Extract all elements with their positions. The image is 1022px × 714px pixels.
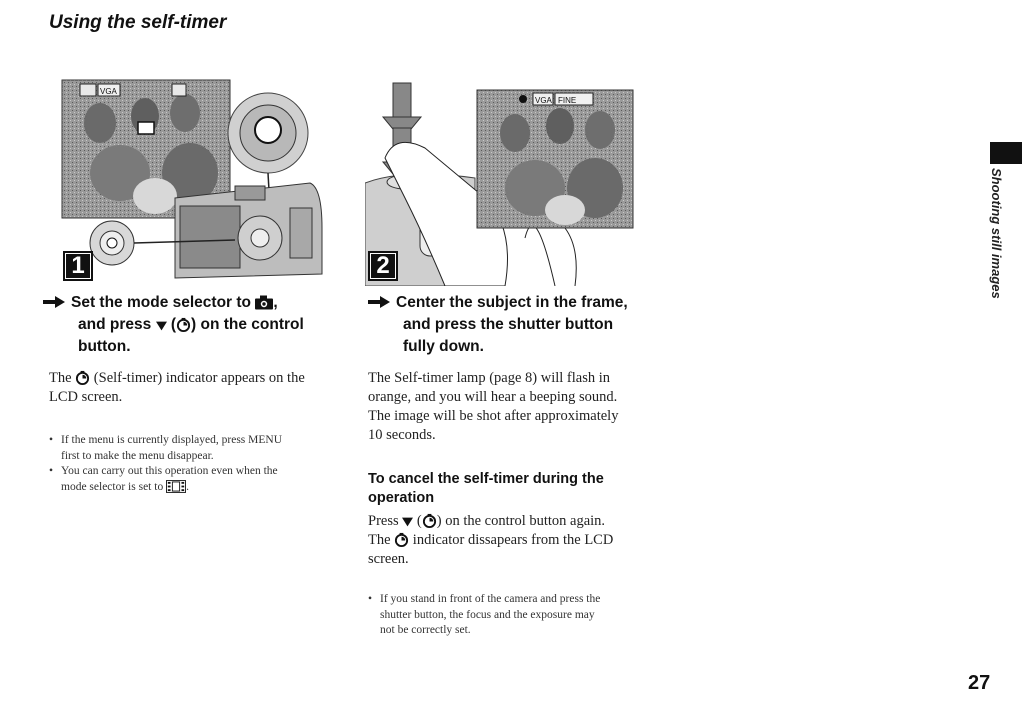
step1-heading: Set the mode selector to , and press ( ) on the control button. <box>43 292 343 358</box>
self-timer-icon <box>394 532 409 547</box>
right-arrow-icon <box>43 296 65 308</box>
note2-line1: You can carry out this operation even when the <box>61 465 278 477</box>
step1-notes <box>49 433 339 495</box>
cancel-body-line1-pre: Press <box>368 513 399 529</box>
page-number: 27 <box>968 672 991 694</box>
step2-heading-line3: fully down. <box>403 338 484 355</box>
cancel-heading-line1: To cancel the self-timer during the <box>368 471 604 487</box>
bullet: • <box>49 434 54 446</box>
bullet: • <box>368 593 373 605</box>
step1-heading-line2-post: on the control <box>200 316 304 333</box>
step2-heading-line2: and press the shutter button <box>403 316 614 333</box>
step2-illustration <box>365 78 640 286</box>
bullet: • <box>49 465 54 477</box>
step2-body <box>368 369 648 445</box>
self-timer-indicator <box>138 122 154 134</box>
step-1-badge: 1 <box>63 251 93 281</box>
cancel-body-line2-post: indicator dissapears from the LCD <box>412 532 614 548</box>
step2-body-line1: The Self-timer lamp (page 8) will flash in <box>368 370 610 386</box>
cancel-note-line3: not be correctly set. <box>380 624 471 636</box>
page-title: Using the self-timer <box>49 12 227 33</box>
lcd-quality-label: FINE <box>558 96 577 105</box>
step2-heading-line1: Center the subject in the frame, <box>396 294 628 311</box>
step2-heading <box>368 292 668 358</box>
right-arrow-icon <box>368 296 390 308</box>
note1-line1: If the menu is currently displayed, press MENU <box>61 434 283 446</box>
self-timer-icon <box>422 513 437 528</box>
lcd-preview-photo <box>477 90 633 228</box>
step1-body-line1-post: (Self-timer) indicator appears on the <box>93 370 305 386</box>
self-timer-icon <box>176 317 191 332</box>
cancel-notes <box>368 592 658 639</box>
cancel-body-line3: screen. <box>368 551 409 567</box>
movie-mode-icon <box>166 480 186 493</box>
down-triangle-icon <box>156 320 167 332</box>
step1-body-line1-pre: The <box>49 370 72 386</box>
step1-heading-line3: button. <box>78 338 131 355</box>
section-tab-label: Shooting still images <box>989 168 1004 299</box>
note1-line2: first to make the menu disappear. <box>61 449 214 462</box>
lcd-size-label: VGA <box>535 96 552 105</box>
lcd-size-label: VGA <box>100 87 117 96</box>
cancel-note-line2: shutter button, the focus and the exposure may <box>380 608 595 621</box>
camera-mode-icon <box>255 295 273 310</box>
note2-line2-post: . <box>186 480 189 493</box>
section-tab-marker <box>990 142 1022 164</box>
step1-body-line2: LCD screen. <box>49 389 123 405</box>
step-2-badge: 2 <box>368 251 398 281</box>
step1-illustration <box>60 78 330 286</box>
cancel-note-line1: If you stand in front of the camera and press the <box>380 593 601 605</box>
camera-body <box>175 183 322 278</box>
cancel-body-line2-pre: The <box>368 532 391 548</box>
down-triangle-icon <box>402 516 413 528</box>
step1-heading-line1: Set the mode selector to <box>71 294 252 311</box>
note2-line2: mode selector is set to <box>61 480 164 493</box>
step2-body-line4: 10 seconds. <box>368 427 436 443</box>
cancel-body-line1-post: on the control button again. <box>445 513 606 529</box>
step2-body-line2: orange, and you will hear a beeping sound. <box>368 389 618 405</box>
step1-heading-line1-post: , <box>273 294 278 311</box>
step1-body <box>49 369 339 407</box>
cancel-heading-line2: operation <box>368 490 435 506</box>
cancel-body: Press ( ) on the control button again. The indicator dissapears from the LCD screen. <box>368 512 648 569</box>
self-timer-icon <box>75 370 90 385</box>
cancel-heading <box>368 470 604 508</box>
step2-body-line3: The image will be shot after approximately <box>368 408 619 424</box>
step1-heading-line2: and press <box>78 316 152 333</box>
